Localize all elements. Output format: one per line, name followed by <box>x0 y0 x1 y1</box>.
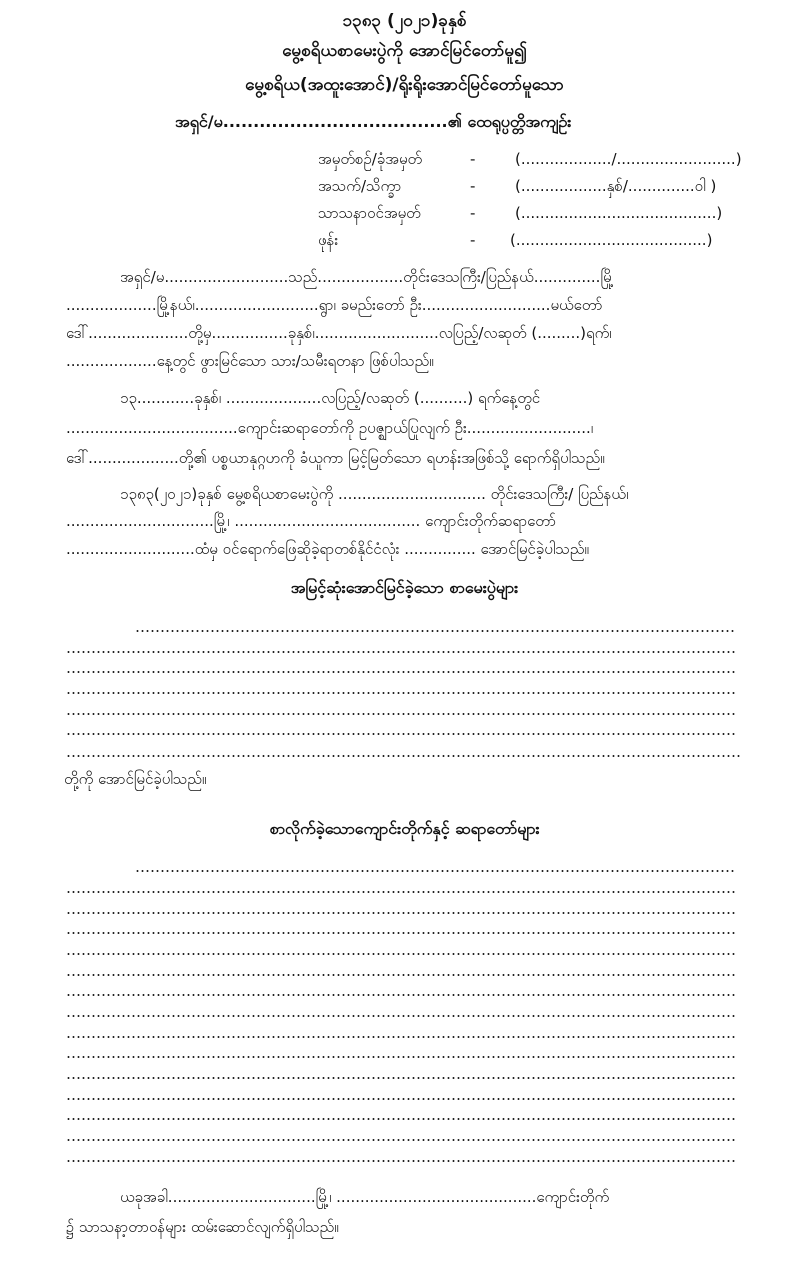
blank-line[interactable] <box>66 974 736 976</box>
blank-line[interactable] <box>66 755 741 757</box>
header-year: ၁၃၈၃ (၂၀၂၁)ခုနှစ် <box>342 11 467 31</box>
header-name-line <box>175 113 571 131</box>
field-value-age[interactable]: (..................နှစ်/..............ဝါ ) <box>515 177 717 195</box>
blank-line[interactable] <box>66 891 736 893</box>
blank-line[interactable] <box>66 713 736 715</box>
ordination-line[interactable]: ၁၃............ခုနှစ်၊ ....................လပြည့်/လဆုတ် (..........) ရက်နေ့တွင် <box>120 389 541 407</box>
footer-line[interactable]: ယခုအခါ...............................မြို့၊ ..........................................ကျောင်းတိုက် <box>120 1188 610 1206</box>
header-name-prefix: အရှင်/မ <box>175 112 223 131</box>
blank-line[interactable] <box>66 912 736 914</box>
bio-line[interactable]: ...................နေ့တွင် ဖွားမြင်သော သား/သမီးရတနာ ဖြစ်ပါသည်။ <box>66 352 434 370</box>
bio-line[interactable]: အရှင်/မ..........................သည်..................တိုင်းဒေသကြီး/ပြည်နယ်..............မြို့ <box>120 268 614 286</box>
ordination-line[interactable]: ....................................ကျောင်းဆရာတော်ကို ဥပဇ္ဈာယ်ပြုလျက် ဦး..........................၊ <box>66 419 594 437</box>
blank-line[interactable] <box>66 1056 736 1058</box>
blank-line[interactable] <box>66 1036 736 1038</box>
field-value-sasana-no[interactable]: (.........................................) <box>515 204 723 222</box>
field-label-phone: ဖုန်း <box>318 231 339 249</box>
footer-line: ၌ သာသနာ့တာဝန်များ ထမ်းဆောင်လျက်ရှိပါသည်။ <box>66 1218 339 1236</box>
field-value-serial[interactable]: (.................../.........................) <box>515 150 742 168</box>
blank-line[interactable] <box>66 1118 736 1120</box>
ordination-line[interactable]: ဒေါ်...................တို့၏ ပစ္စယာနုဂ္ဂဟကို ခံယူကာ မြင့်မြတ်သော ရဟန်းအဖြစ်သို့ ရောက်ရှိပါသည်။ <box>66 449 605 467</box>
header-name-suffix: ၏ ထေရုပ္ပတ္တိအကျဉ်း <box>447 112 572 131</box>
blank-line[interactable] <box>66 932 736 934</box>
exam-line[interactable]: ၁၃၈၃(၂၀၂၁)ခုနှစ် မွေ့စရိယစာမေးပွဲကို ............................... တိုင်းဒေသကြီး/ ပြည်နယ်၊ <box>120 485 629 503</box>
exam-line[interactable]: ...........................ထံမှ ဝင်ရောက်ဖြေဆိုခဲ့ရာတစ်နိုင်ငံလုံး ............... အောင်မြင်ခဲ့ပါသည်။ <box>66 540 589 558</box>
field-label-age: အသက်/သိက္ခာ <box>318 177 402 195</box>
bio-line[interactable]: ...................မြို့နယ်၊..........................ရွာ၊ ခမည်းတော် ဦး...........................မယ်တော် <box>66 296 603 314</box>
exam-line[interactable]: ...............................မြို့၊ ....................................... ကျောင်းတိုက်ဆရာတော် <box>66 512 557 530</box>
blank-line[interactable] <box>66 1077 736 1079</box>
section-title-highest-exams: အမြင့်ဆုံးအောင်မြင်ခဲ့သော စာမေးပွဲများ <box>290 578 519 597</box>
section1-closing: တို့ကို အောင်မြင်ခဲ့ပါသည်။ <box>64 770 207 788</box>
field-label-sasana-no: သာသနာဝင်အမှတ် <box>318 204 421 222</box>
blank-line[interactable] <box>66 692 736 694</box>
field-dash: - <box>470 177 476 195</box>
blank-line[interactable] <box>66 733 736 735</box>
field-dash: - <box>470 204 476 222</box>
blank-line[interactable] <box>66 671 736 673</box>
header-exam-line: မွေ့စရိယစာမေးပွဲကို အောင်မြင်တော်မူ၍ <box>282 41 527 61</box>
blank-line[interactable] <box>66 1015 736 1017</box>
blank-line[interactable] <box>135 870 735 872</box>
header-name-blank[interactable]: ..................................... <box>222 112 448 131</box>
blank-line[interactable] <box>66 994 736 996</box>
bio-line[interactable]: ဒေါ်.....................တို့မှ................ခုနှစ်၊..........................လပြည့်/လဆုတ် (.........)ရက်၊ <box>66 324 612 342</box>
field-value-phone[interactable]: (........................................) <box>510 231 713 249</box>
blank-line[interactable] <box>66 1098 736 1100</box>
blank-line[interactable] <box>66 651 736 653</box>
field-label-serial: အမှတ်စဉ်/ခုံအမှတ် <box>318 150 423 168</box>
section-title-monasteries: စာလိုက်ခဲ့သောကျောင်းတိုက်နှင့် ဆရာတော်များ <box>269 819 540 838</box>
blank-line[interactable] <box>66 953 736 955</box>
blank-line[interactable] <box>66 1139 736 1141</box>
field-dash: - <box>470 150 476 168</box>
header-grade-line: မွေ့စရိယ(အထူးအောင်)/ရိုးရိုးအောင်မြင်တော်မူသော <box>245 75 564 95</box>
field-dash: - <box>470 231 476 249</box>
blank-line[interactable] <box>135 630 735 632</box>
blank-line[interactable] <box>66 1160 736 1162</box>
